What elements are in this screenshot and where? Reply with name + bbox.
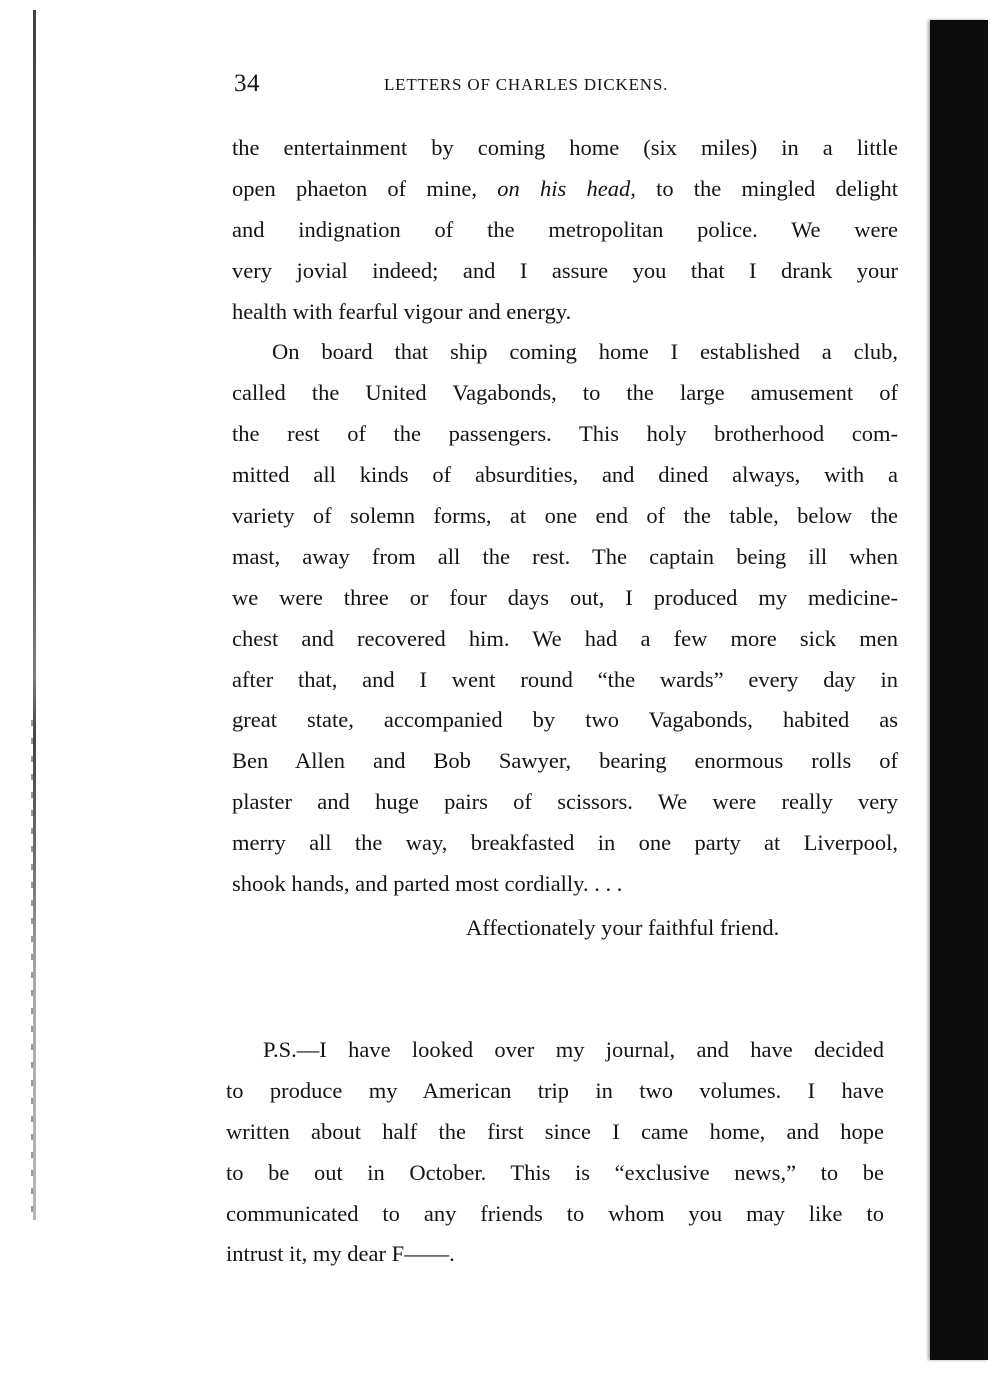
postscript-text-line: to be out in October. This is “exclusive news,” to be [226,1159,884,1185]
scan-right-edge-shadow [930,20,988,1360]
body-text-line: mast, away from all the rest. The captain being ill when [232,543,898,569]
scan-left-edge-specks [31,720,33,1220]
body-text-line: plaster and huge pairs of scissors. We were really very [232,789,898,815]
postscript-text-line: communicated to any friends to whom you may like to [226,1200,884,1226]
postscript-text-line: written about half the first since I came home, and hope [226,1118,884,1144]
body-text-line: the rest of the passengers. This holy brotherhood com- [232,421,898,447]
body-text-line: mitted all kinds of absurdities, and dined always, with a [232,462,898,488]
postscript-text-line: to produce my American trip in two volumes. I have [226,1077,884,1103]
body-text-line: open phaeton of mine, on his head, to the mingled delight [232,175,898,201]
body-text-line: we were three or four days out, I produced my medicine- [232,584,898,610]
scan-left-edge [33,10,36,1220]
body-text-line: and indignation of the metropolitan police. We were [232,216,898,242]
body-text-line: health with fearful vigour and energy. [232,298,572,324]
body-text-line: called the United Vagabonds, to the large amusement of [232,380,898,406]
postscript-text-line: P.S.—I have looked over my journal, and have decided [263,1037,884,1062]
body-text-line: On board that ship coming home I established a club, [272,339,898,365]
body-text-line: great state, accompanied by two Vagabonds, habited as [232,707,898,733]
body-text-line: Ben Allen and Bob Sawyer, bearing enormous rolls of [232,748,898,774]
postscript-text-line: intrust it, my dear F——. [226,1241,455,1267]
page-number: 34 [234,70,260,97]
body-text-line: the entertainment by coming home (six miles) in a little [232,135,898,160]
postscript [226,1030,884,1275]
body-text-line: variety of solemn forms, at one end of the table, below the [232,503,898,529]
body-text-line: shook hands, and parted most cordially. . . . [232,871,623,897]
letter-body [232,128,898,905]
running-head [234,70,794,100]
body-text-line: after that, and I went round “the wards” every day in [232,666,898,692]
letter-signoff: Affectionately your faithful friend. [466,915,780,940]
body-text-line: very jovial indeed; and I assure you that I drank your [232,257,898,283]
body-text-line: chest and recovered him. We had a few more sick men [232,625,898,651]
body-text-line: merry all the way, breakfasted in one party at Liverpool, [232,830,898,856]
running-title: LETTERS OF CHARLES DICKENS. [384,75,669,94]
italic-phrase: on his head, [497,175,636,201]
